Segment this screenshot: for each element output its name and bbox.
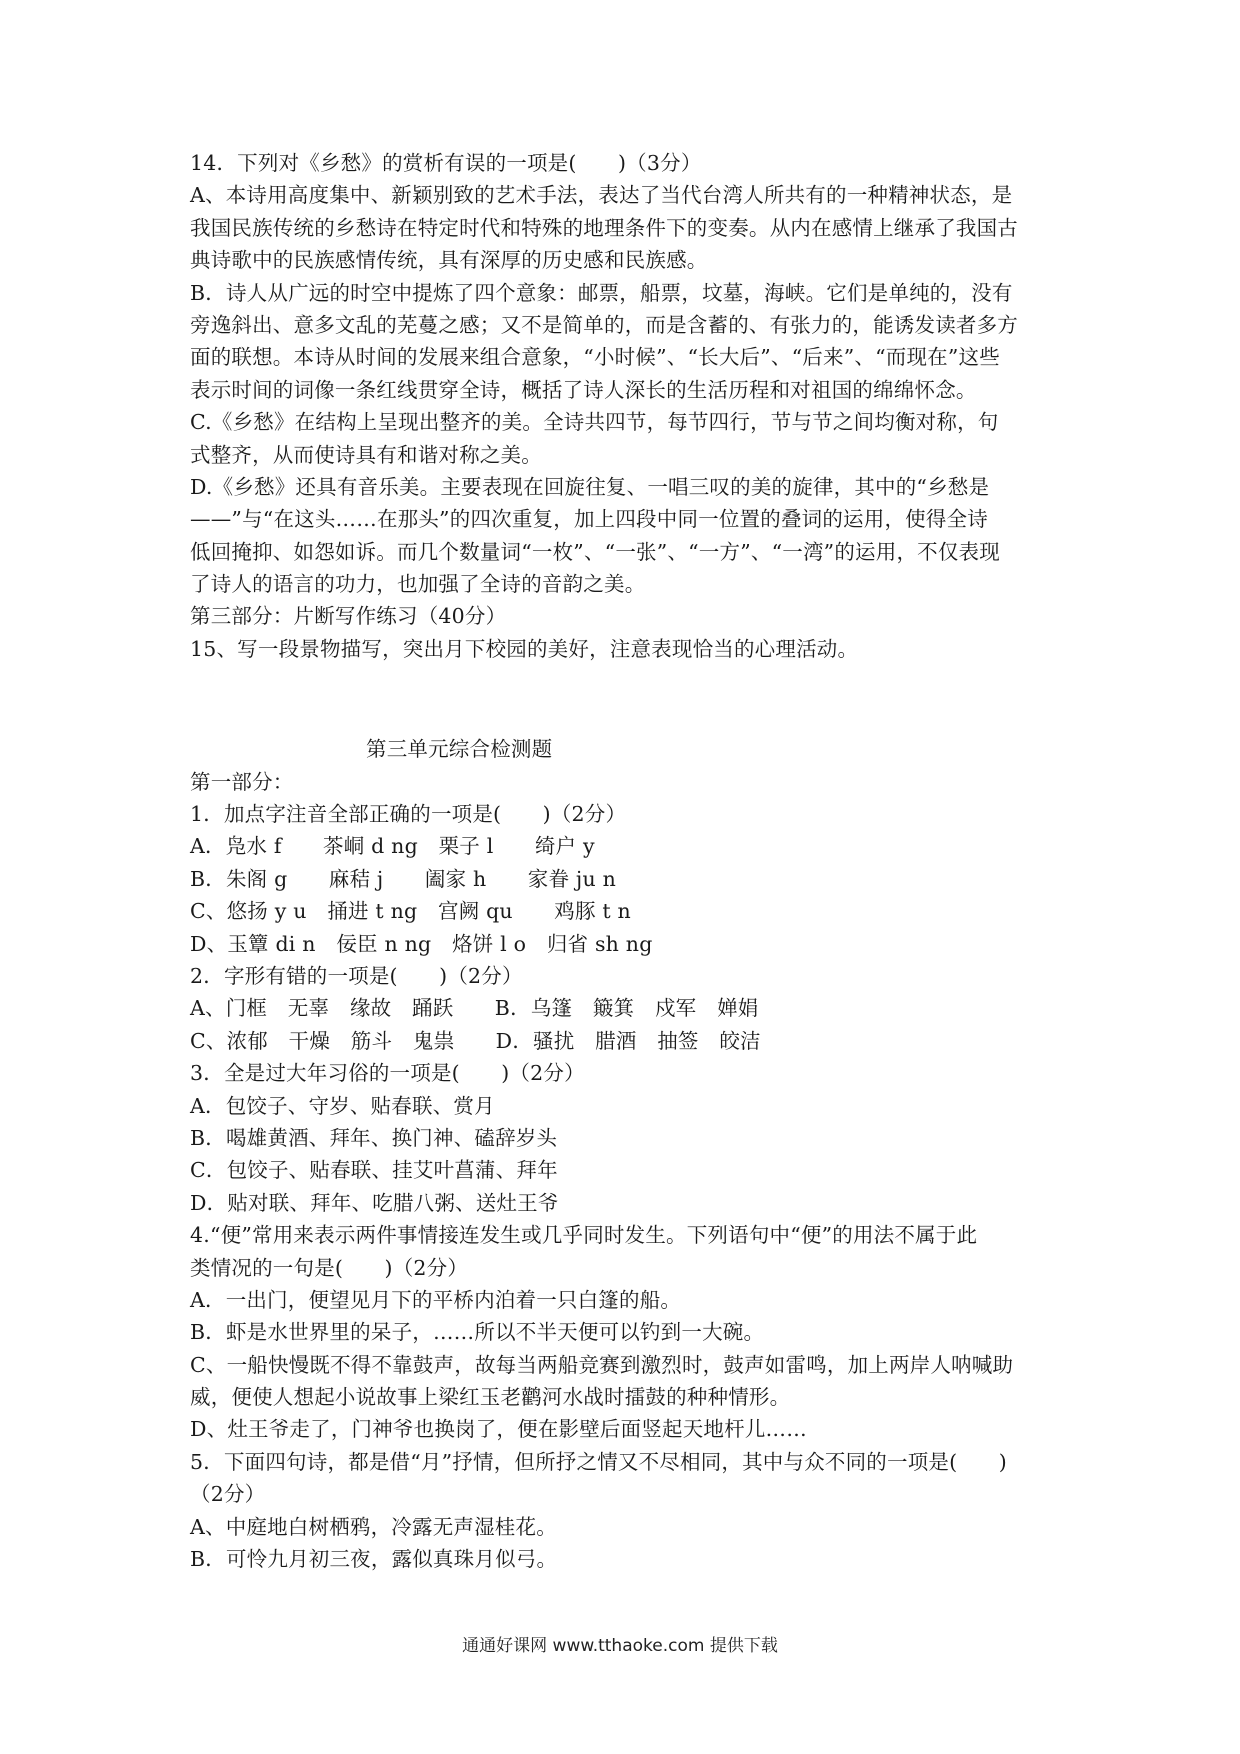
text-line: C、悠扬 y u 捅进 t ng 宫阙 qu 鸡豚 t n [190, 899, 631, 924]
text-line: B．喝雄黄酒、拜年、换门神、磕辞岁头 [190, 1125, 558, 1150]
text-line: 低回掩抑、如怨如诉。而几个数量词“一枚”、“一张”、“一方”、“一湾”的运用，不仅表现 [190, 539, 1000, 564]
text-line: A、本诗用高度集中、新颖别致的艺术手法，表达了当代台湾人所共有的一种精神状态，是 [190, 183, 1013, 208]
text-line: 5．下面四句诗，都是借“月”抒情，但所抒之情又不尽相同，其中与众不同的一项是( ) [190, 1449, 1007, 1474]
text-line: 15、写一段景物描写，突出月下校园的美好，注意表现恰当的心理活动。 [190, 636, 859, 661]
text-line: B．可怜九月初三夜，露似真珠月似弓。 [190, 1547, 558, 1572]
text-line: D．贴对联、拜年、吃腊八粥、送灶王爷 [190, 1190, 559, 1215]
text-line: A、中庭地白树栖鸦，冷露无声湿桂花。 [190, 1514, 557, 1539]
text-line: B．朱阁 g 麻秸 j 阖家 h 家眷 ju n [190, 866, 616, 891]
text-line: A、门框 无辜 缘故 踊跃 B．乌篷 簸箕 戍军 婵娟 [190, 996, 759, 1021]
text-line: B．虾是水世界里的呆子，……所以不半天便可以钓到一大碗。 [190, 1320, 765, 1345]
text-line: 威，便使人想起小说故事上梁红玉老鹳河水战时擂鼓的种种情形。 [190, 1385, 791, 1410]
text-line: 面的联想。本诗从时间的发展来组合意象，“小时候”、“长大后”、“后来”、“而现在”这些 [190, 345, 1000, 370]
text-line: D、灶王爷走了，门神爷也换岗了，便在影壁后面竖起天地杆儿…… [190, 1417, 807, 1442]
text-line: B．诗人从广远的时空中提炼了四个意象：邮票，船票，坟墓，海峡。它们是单纯的，没有 [190, 280, 1013, 305]
text-line: D.《乡愁》还具有音乐美。主要表现在回旋往复、一唱三叹的美的旋律，其中的“乡愁是 [190, 474, 990, 499]
spacer [190, 665, 1060, 733]
text-line: 4.“便”常用来表示两件事情接连发生或几乎同时发生。下列语句中“便”的用法不属于此 [190, 1223, 978, 1248]
text-line: 1．加点字注音全部正确的一项是( )（2分） [190, 802, 627, 827]
text-line: A．凫水 f 茶峒 d ng 栗子 l 绮户 y [190, 834, 595, 859]
text-line: 3．全是过大年习俗的一项是( )（2分） [190, 1061, 585, 1086]
unit-3-questions [190, 766, 1060, 1576]
text-line: ——”与“在这头……在那头”的四次重复，加上四段中同一位置的叠词的运用，使得全诗 [190, 507, 988, 532]
text-line: 类情况的一句是( )（2分） [190, 1255, 469, 1280]
unit-title: 第三单元综合检测题 [366, 737, 553, 762]
text-line: （2分） [190, 1482, 266, 1507]
section-heading: 第一部分： [190, 769, 294, 794]
text-line: A．一出门，便望见月下的平桥内泊着一只白篷的船。 [190, 1287, 682, 1312]
text-line: 旁逸斜出、意多文乱的芜蔓之感；又不是简单的，而是含蓄的、有张力的，能诱发读者多方 [190, 312, 1018, 337]
text-line: 式整齐，从而使诗具有和谐对称之美。 [190, 442, 542, 467]
text-line: A．包饺子、守岁、贴春联、赏月 [190, 1093, 495, 1118]
page-footer: 通通好课网 www.tthaoke.com 提供下载 [462, 1636, 778, 1656]
section-heading: 第三部分：片断写作练习（40分） [190, 604, 507, 629]
text-line: C．包饺子、贴春联、挂艾叶菖蒲、拜年 [190, 1158, 558, 1183]
text-line: D、玉簟 di n 佞臣 n ng 烙饼 l o 归省 sh ng [190, 931, 653, 956]
text-line: 了诗人的语言的功力，也加强了全诗的音韵之美。 [190, 572, 646, 597]
text-line: C、一船快慢既不得不靠鼓声，故每当两船竞赛到激烈时，鼓声如雷鸣，加上两岸人呐喊助 [190, 1352, 1014, 1377]
text-line: 我国民族传统的乡愁诗在特定时代和特殊的地理条件下的变奏。从内在感情上继承了我国古 [190, 215, 1018, 240]
text-line: 14．下列对《乡愁》的赏析有误的一项是( )（3分） [190, 151, 702, 175]
text-line: 2．字形有错的一项是( )（2分） [190, 963, 523, 988]
text-line: 表示时间的词像一条红线贯穿全诗，概括了诗人深长的生活历程和对祖国的绵绵怀念。 [190, 377, 977, 402]
text-line: 典诗歌中的民族感情传统，具有深厚的历史感和民族感。 [190, 248, 708, 273]
text-line: C、浓郁 干燥 筋斗 鬼祟 D．骚扰 腊酒 抽签 皎洁 [190, 1028, 761, 1053]
text-line: C.《乡愁》在结构上呈现出整齐的美。全诗共四节，每节四行，节与节之间均衡对称，句 [190, 410, 999, 435]
question-14-block [190, 147, 1060, 665]
page-content [190, 147, 1060, 1575]
